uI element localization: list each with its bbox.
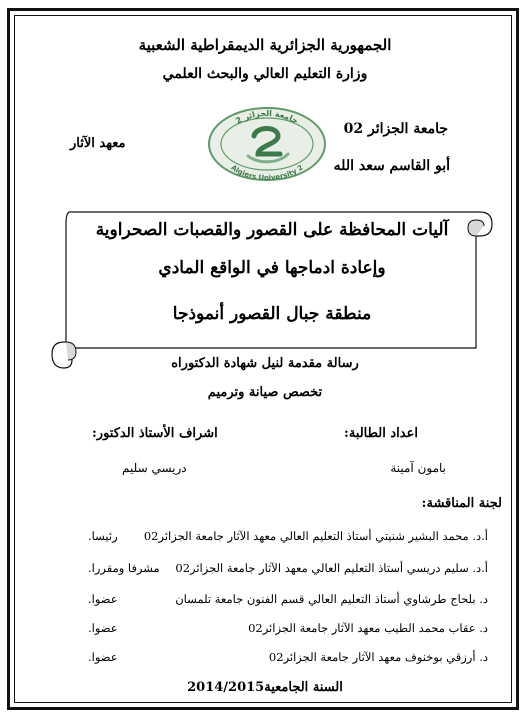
ministry-heading: وزارة التعليم العالي والبحث العلمي [162, 66, 368, 82]
jury-member-2-name: أ.د. سليم دريسي أستاذ التعليم العالي معهد الآثار جامعة الجزائر02 [175, 561, 488, 575]
jury-member-5-role: عضوا. [88, 650, 118, 664]
supervisor-name: دريسي سليم [122, 461, 187, 475]
university-name: جامعة الجزائر 02 [343, 121, 448, 137]
jury-member-1-role: رئيسا. [88, 529, 118, 543]
jury-member-1-name: أ.د. محمد البشير شنيتي أستاذ التعليم العالي معهد الآثار جامعة الجزائر02 [143, 529, 488, 543]
faculty-name: أبو القاسم سعد الله [333, 158, 450, 174]
supervision-label: اشراف الأستاذ الدكتور: [92, 426, 218, 441]
jury-member-4-role: عضوا. [88, 621, 118, 635]
seal-latin-text: Algiers University 2 [229, 163, 305, 182]
thesis-title-line-2: وإعادة ادماجها في الواقع المادي [158, 258, 386, 278]
seal-arabic-text: جامعة الجزائر 2 [234, 108, 300, 126]
university-seal-icon [206, 106, 328, 182]
thesis-title-line-3: منطقة جبال القصور أنموذجا [172, 304, 372, 324]
thesis-title-line-1: آليات المحافظة على القصور والقصبات الصحراوية [95, 220, 449, 240]
prepared-by-label: اعداد الطالبة: [344, 426, 418, 441]
jury-member-5-name: د. أرزقي بوخنوف معهد الآثار جامعة الجزائر02 [268, 650, 488, 664]
jury-label: لجنة المناقشة: [421, 496, 502, 511]
jury-member-3-name: د. بلحاج طرشاوي أستاذ التعليم العالي قسم الفنون جامعة تلمسان [175, 592, 488, 606]
specialty: تخصص صيانة وترميم [207, 385, 323, 400]
institute-name: معهد الآثار [70, 136, 126, 151]
jury-member-2-role: مشرفا ومقررا. [88, 561, 160, 575]
thesis-subtitle: رسالة مقدمة لنيل شهادة الدكتوراه [171, 356, 359, 371]
jury-member-3-role: عضوا. [88, 592, 118, 606]
student-name: بامون آمينة [390, 461, 446, 475]
republic-heading: الجمهورية الجزائرية الديمقراطية الشعبية [138, 36, 392, 54]
academic-year: السنة الجامعية2014/2015 [187, 680, 343, 695]
jury-member-4-name: د. عقاب محمد الطيب معهد الآثار جامعة الجزائر02 [248, 621, 488, 635]
